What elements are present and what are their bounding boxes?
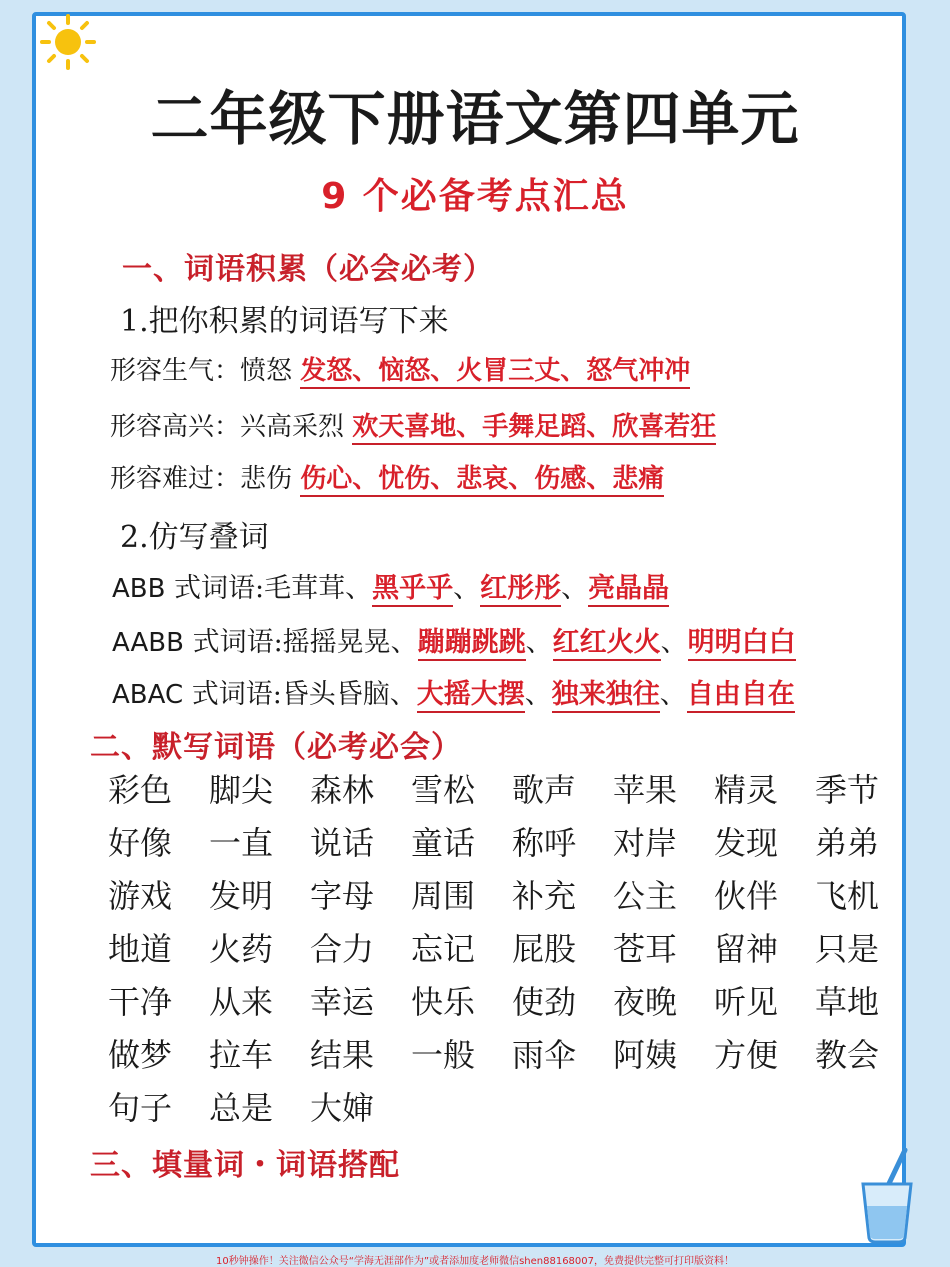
dictation-word: 字母 [310,877,375,915]
section-1-part-2-title: 2.仿写叠词 [120,520,269,555]
dictation-word: 季节 [815,771,880,809]
dictation-word: 听见 [714,983,779,1021]
dictation-word: 歌声 [512,771,577,809]
dictation-word: 精灵 [714,771,779,809]
dictation-word: 苹果 [613,771,678,809]
dictation-word: 脚尖 [209,771,274,809]
pattern-prefix: 式词语:毛茸茸、 [165,573,373,604]
synonym-prefix: 形容生气：愤怒 [110,356,293,386]
synonym-prefix: 形容高兴：兴高采烈 [110,412,345,442]
dictation-word: 句子 [108,1089,173,1127]
dictation-word: 拉车 [209,1036,274,1074]
dictation-word: 教会 [815,1036,880,1074]
dictation-word: 总是 [209,1089,274,1127]
dictation-word: 雨伞 [512,1036,577,1074]
dictation-word: 飞机 [815,877,880,915]
pattern-answer: 黑乎乎 [372,573,453,607]
pattern-prefix: 式词语:摇摇晃晃、 [183,627,418,658]
dictation-word: 地道 [108,930,173,968]
dictation-word: 火药 [209,930,274,968]
dictation-word: 称呼 [512,824,577,862]
dictation-word: 补充 [512,877,577,915]
pattern-separator: 、 [561,573,589,604]
synonym-row [110,406,716,443]
dictation-word: 合力 [310,930,375,968]
dictation-word: 弟弟 [815,824,880,862]
synonym-row [110,458,664,495]
dictation-word: 幸运 [310,983,375,1021]
section-1-heading: 一、词语积累（必会必考） [122,252,494,287]
dictation-word: 大婶 [310,1089,375,1127]
dictation-word: 从来 [209,983,274,1021]
dictation-word: 一般 [411,1036,476,1074]
dictation-word: 森林 [310,771,375,809]
pattern-separator: 、 [453,573,481,604]
dictation-word: 使劲 [512,983,577,1021]
pattern-answer: 红彤彤 [480,573,561,607]
dictation-word: 周围 [411,877,476,915]
dictation-word-grid [108,772,888,1126]
dictation-word: 夜晚 [613,983,678,1021]
dictation-word: 阿姨 [613,1036,678,1074]
pattern-answer: 红红火火 [553,627,661,661]
pattern-separator: 、 [659,679,687,710]
dictation-word: 发现 [714,824,779,862]
pattern-type: ABB [112,574,166,604]
page-subtitle: 9 个必备考点汇总 [321,176,629,217]
dictation-word: 彩色 [108,771,173,809]
dictation-word: 做梦 [108,1036,173,1074]
pattern-answer: 独来独往 [552,679,660,713]
dictation-word: 好像 [108,824,173,862]
dictation-word: 屁股 [512,930,577,968]
dictation-word: 一直 [209,824,274,862]
section-1-part-1-title: 1.把你积累的词语写下来 [120,304,449,339]
dictation-word: 快乐 [411,983,476,1021]
section-2-heading: 二、默写词语（必考必会） [90,730,462,765]
pattern-row [112,566,669,605]
synonym-answer: 伤心、忧伤、悲哀、伤感、悲痛 [300,464,664,497]
sun-icon [40,14,96,70]
pattern-row [112,620,796,659]
pattern-answer: 自由自在 [687,679,795,713]
synonym-prefix: 形容难过：悲伤 [110,464,293,494]
pattern-answer: 蹦蹦跳跳 [418,627,526,661]
synonym-answer: 欢天喜地、手舞足蹈、欣喜若狂 [352,412,716,445]
drink-cup-icon [855,1148,919,1244]
pattern-prefix: 式词语:昏头昏脑、 [183,679,417,710]
pattern-type: ABAC [112,680,184,710]
dictation-word: 留神 [714,930,779,968]
dictation-word: 游戏 [108,877,173,915]
dictation-word: 只是 [815,930,880,968]
pattern-separator: 、 [524,679,552,710]
pattern-separator: 、 [525,627,553,658]
page-title: 二年级下册语文第四单元 [150,85,800,153]
pattern-type: AABB [112,628,184,658]
dictation-word: 结果 [310,1036,375,1074]
pattern-answer: 大摇大摆 [417,679,525,713]
synonym-row [110,350,690,387]
dictation-word: 干净 [108,983,173,1021]
dictation-word: 苍耳 [613,930,678,968]
dictation-word: 对岸 [613,824,678,862]
footer-note: 10秒钟操作！关注微信公众号“学海无涯部作为”或者添加度老师微信shen88168007，免费提供完整可打印版资料！ [215,1256,735,1267]
dictation-word: 雪松 [411,771,476,809]
pattern-row [112,672,795,711]
pattern-answer: 明明白白 [688,627,796,661]
dictation-word: 草地 [815,983,880,1021]
dictation-word: 伙伴 [714,877,779,915]
dictation-word: 童话 [411,824,476,862]
pattern-answer: 亮晶晶 [588,573,669,607]
dictation-word: 忘记 [411,930,476,968]
section-3-heading: 三、填量词・词语搭配 [90,1148,400,1183]
synonym-answer: 发怒、恼怒、火冒三丈、怒气冲冲 [300,356,690,389]
dictation-word: 发明 [209,877,274,915]
dictation-word: 方便 [714,1036,779,1074]
dictation-word: 公主 [613,877,678,915]
pattern-separator: 、 [660,627,688,658]
dictation-word: 说话 [310,824,375,862]
